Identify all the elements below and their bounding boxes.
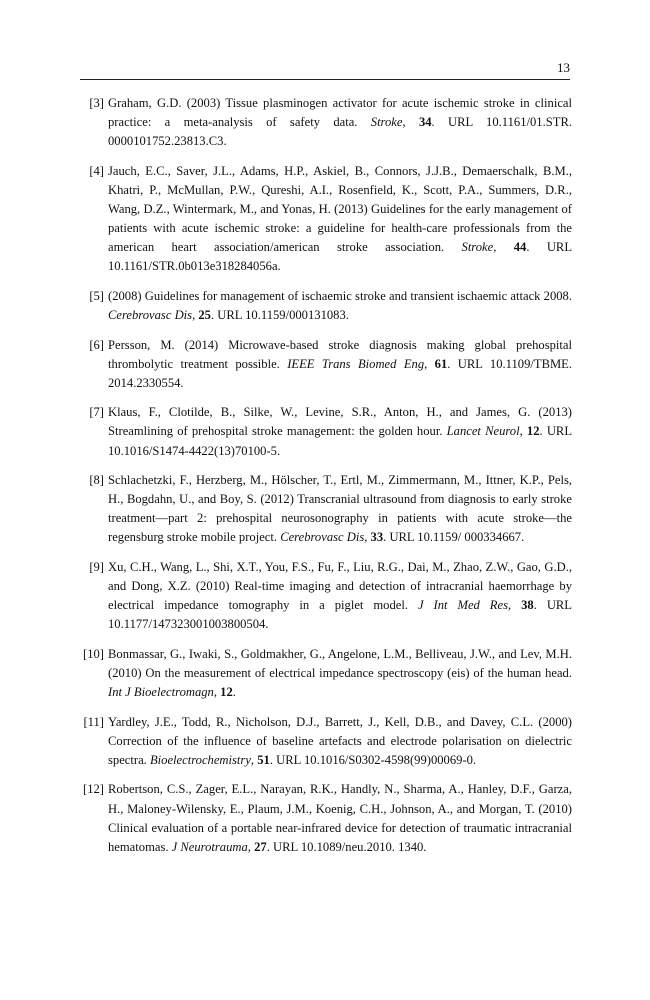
reference-text: [108, 336, 572, 393]
reference-number: [10]: [83, 646, 104, 661]
reference-authors-title: Xu, C.H., Wang, L., Shi, X.T., You, F.S., Fu, F., Liu, R.G., Dai, M., Zhao, Z.W., Gao, G.D., and Dong, X.Z. (2010) Real-time imaging and detection of intracranial haemorrhage by electrical impedance tomography in a piglet model.: [108, 559, 572, 613]
reference-authors-title: Jauch, E.C., Saver, J.L., Adams, H.P., Askiel, B., Connors, J.J.B., Demaerschalk, B.M., Khatri, P., McMullan, P.W., Qureshi, A.I., Rosenfield, K., Scott, P.A., Summers, D.R., Wang, D.Z., Wintermark, M., and Yonas, H. (2013) Guidelines for the early management of patients with acute ischemic stroke: a guideline for health-care professionals from the american heart association/american stroke association.: [108, 163, 572, 255]
reference-authors-title: Graham, G.D. (2003) Tissue plasminogen activator for acute ischemic stroke in clinical practice: a meta-analysis of safety data.: [108, 96, 572, 130]
reference-separator: ,: [424, 356, 435, 371]
reference-journal: IEEE Trans Biomed Eng: [287, 356, 425, 371]
running-header: [80, 58, 570, 80]
reference-url: . URL 10.1016/S1474-4422(13)70100-5.: [108, 424, 573, 458]
reference-text: [108, 645, 572, 702]
reference-number: [5]: [89, 288, 104, 303]
reference-volume: 33: [370, 530, 384, 545]
reference-authors-title: Schlachetzki, F., Herzberg, M., Hölscher, T., Ertl, M., Zimmermann, M., Ittner, K.P., Pels, H., Bogdahn, U., and Boy, S. (2012) Transcranial ultrasound from diagnosis to early stroke treatment—part 2: prehospital neurosonography in patients with acute stroke—the regensburg stroke mobile project.: [108, 473, 572, 545]
reference-separator: ,: [519, 424, 527, 439]
reference-volume: 27: [254, 839, 267, 854]
reference-authors-title: Persson, M. (2014) Microwave-based stroke diagnosis making global prehospital thrombolytic treatment possible.: [108, 337, 572, 371]
reference-journal: Bioelectrochemistry: [149, 752, 251, 767]
reference-url: . URL 10.1016/S0302-4598(99)00069-0.: [269, 752, 477, 767]
reference-text: [108, 713, 572, 770]
reference-item: [78, 162, 572, 277]
reference-item: [78, 287, 572, 325]
reference-item: [78, 558, 572, 634]
reference-journal: J Neurotrauma: [171, 839, 248, 854]
reference-list: [78, 94, 572, 867]
reference-separator: ,: [493, 240, 514, 255]
reference-separator: ,: [247, 839, 255, 854]
reference-url: .: [232, 685, 236, 700]
reference-separator: ,: [250, 752, 258, 767]
reference-volume: 61: [434, 356, 448, 371]
reference-separator: ,: [402, 115, 419, 130]
reference-item: [78, 336, 572, 393]
reference-number: [7]: [89, 405, 104, 420]
reference-url: . URL 10.1089/neu.2010. 1340.: [266, 839, 427, 854]
reference-journal: Lancet Neurol: [446, 424, 520, 439]
reference-authors-title: (2008) Guidelines for management of ischaemic stroke and transient ischaemic attack 2008.: [108, 288, 572, 303]
reference-separator: ,: [192, 307, 199, 322]
reference-journal: Int J Bioelectromagn: [108, 685, 214, 700]
reference-url: . URL 10.1159/ 000334667.: [383, 530, 525, 545]
reference-text: [108, 162, 572, 277]
reference-volume: 38: [521, 598, 534, 613]
reference-authors-title: Robertson, C.S., Zager, E.L., Narayan, R.K., Handly, N., Sharma, A., Hanley, D.F., Garza, H., Maloney-Wilensky, E., Plaum, J.M., Koenig, C.H., Johnson, A., and Morgan, T. (2010) Clinical evaluation of a portable near-infrared device for detection of traumatic intracranial hematomas.: [108, 782, 572, 854]
reference-volume: 12: [526, 424, 540, 439]
reference-url: . URL 10.1109/TBME. 2014.2330554.: [108, 356, 573, 390]
reference-url: . URL 10.1161/STR.0b013e318284056a.: [108, 240, 573, 274]
reference-journal: J Int Med Res: [417, 598, 508, 613]
reference-number: [6]: [89, 337, 104, 352]
reference-separator: ,: [213, 685, 221, 700]
reference-item: [78, 471, 572, 547]
reference-item: [78, 94, 572, 151]
reference-authors-title: Yardley, J.E., Todd, R., Nicholson, D.J., Barrett, J., Kell, D.B., and Davey, C.L. (2000) Correction of the influence of baseline artefacts and electrode polarisation on dielectric spectra.: [108, 714, 572, 767]
reference-journal: Stroke: [370, 115, 403, 130]
reference-text: [108, 558, 572, 634]
reference-item: [78, 403, 572, 460]
reference-separator: ,: [364, 530, 371, 545]
page-number: 13: [557, 60, 570, 75]
reference-url: . URL 10.1161/01.STR. 0000101752.23813.C3.: [108, 115, 572, 149]
reference-number: [12]: [83, 782, 104, 797]
reference-item: [78, 780, 572, 856]
header-rule: [80, 79, 570, 80]
reference-text: [108, 287, 572, 325]
reference-volume: 44: [513, 240, 527, 255]
reference-number: [4]: [89, 163, 104, 178]
reference-journal: Stroke: [461, 240, 494, 255]
reference-number: [3]: [89, 96, 104, 110]
reference-volume: 34: [418, 115, 432, 130]
reference-text: [108, 780, 572, 856]
reference-url: . URL 10.1159/000131083.: [210, 307, 349, 322]
reference-number: [9]: [89, 559, 104, 574]
reference-number: [11]: [83, 714, 104, 729]
reference-text: [108, 471, 572, 547]
reference-volume: 51: [257, 752, 270, 767]
reference-text: [108, 94, 572, 151]
reference-text: [108, 403, 572, 460]
reference-authors-title: Klaus, F., Clotilde, B., Silke, W., Levine, S.R., Anton, H., and James, G. (2013) Streamlining of prehospital stroke management: the golden hour.: [108, 405, 572, 439]
reference-volume: 12: [220, 685, 233, 700]
reference-separator: ,: [508, 598, 522, 613]
reference-item: [78, 713, 572, 770]
reference-volume: 25: [198, 307, 211, 322]
reference-authors-title: Bonmassar, G., Iwaki, S., Goldmakher, G., Angelone, L.M., Belliveau, J.W., and Lev, M.H. (2010) On the measurement of electrical impedance spectroscopy (eis) of the human head.: [108, 646, 572, 680]
reference-item: [78, 645, 572, 702]
reference-url: . URL 10.1177/147323001003800504.: [108, 598, 572, 632]
reference-journal: Cerebrovasc Dis: [280, 530, 365, 545]
reference-number: [8]: [89, 473, 104, 488]
reference-journal: Cerebrovasc Dis: [108, 307, 193, 322]
